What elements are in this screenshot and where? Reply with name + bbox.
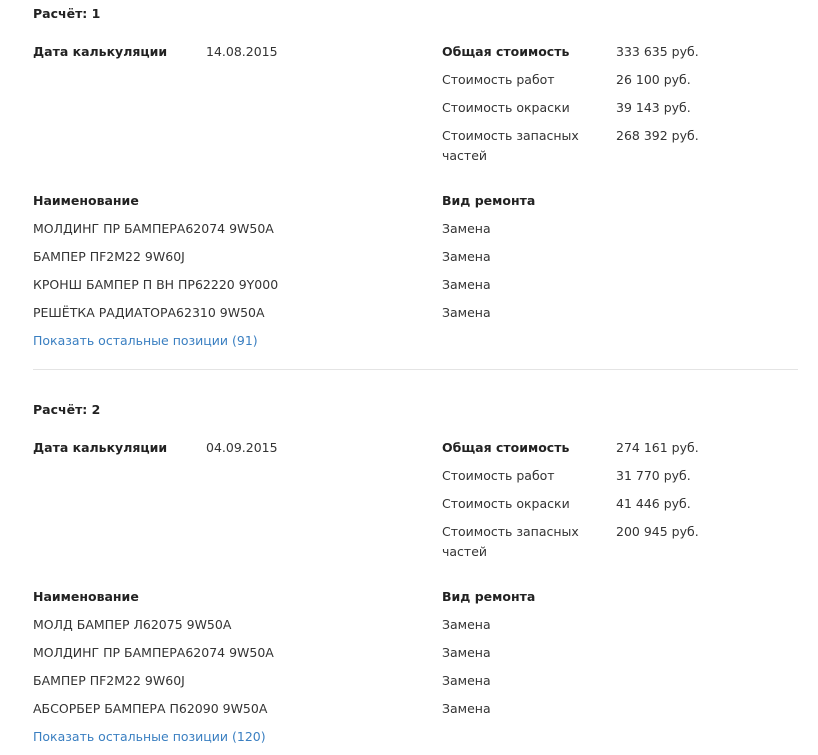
parts-cost-label: Стоимость запасных частей — [442, 524, 579, 559]
name-column-header: Наименование — [33, 193, 139, 208]
paint-cost-label: Стоимость окраски — [442, 100, 570, 115]
repair-column-header: Вид ремонта — [442, 193, 536, 208]
date-value: 04.09.2015 — [206, 440, 278, 455]
table-row-repair: Замена — [442, 277, 491, 292]
table-row-name: БАМПЕР ПF2M22 9W60J — [33, 249, 185, 264]
table-row-repair: Замена — [442, 701, 491, 716]
table-row-repair: Замена — [442, 221, 491, 236]
total-cost-label: Общая стоимость — [442, 440, 570, 455]
table-row-name: МОЛДИНГ ПР БАМПЕРА62074 9W50A — [33, 221, 274, 236]
date-label: Дата калькуляции — [33, 44, 168, 59]
table-row-name: РЕШЁТКА РАДИАТОРА62310 9W50A — [33, 305, 265, 320]
date-label: Дата калькуляции — [33, 440, 168, 455]
table-row-repair: Замена — [442, 617, 491, 632]
table-row-name: КРОНШ БАМПЕР П ВН ПР62220 9Y000 — [33, 277, 279, 292]
parts-cost-label: Стоимость запасных частей — [442, 128, 579, 163]
paint-cost-value: 41 446 руб. — [616, 496, 691, 511]
repair-column-header: Вид ремонта — [442, 589, 536, 604]
labor-cost-value: 26 100 руб. — [616, 72, 691, 87]
table-row-repair: Замена — [442, 305, 491, 320]
total-cost-value: 333 635 руб. — [616, 44, 699, 59]
show-more-positions-link[interactable]: Показать остальные позиции (91) — [33, 333, 258, 348]
show-more-positions-link[interactable]: Показать остальные позиции (120) — [33, 729, 266, 744]
calculation-title: Расчёт: 1 — [33, 6, 101, 21]
parts-cost-value: 268 392 руб. — [616, 128, 699, 143]
table-row-name: МОЛДИНГ ПР БАМПЕРА62074 9W50A — [33, 645, 274, 660]
total-cost-value: 274 161 руб. — [616, 440, 699, 455]
date-value: 14.08.2015 — [206, 44, 278, 59]
paint-cost-value: 39 143 руб. — [616, 100, 691, 115]
table-row-name: АБСОРБЕР БАМПЕРА П62090 9W50A — [33, 701, 268, 716]
total-cost-label: Общая стоимость — [442, 44, 570, 59]
labor-cost-value: 31 770 руб. — [616, 468, 691, 483]
paint-cost-label: Стоимость окраски — [442, 496, 570, 511]
labor-cost-label: Стоимость работ — [442, 468, 555, 483]
labor-cost-label: Стоимость работ — [442, 72, 555, 87]
parts-cost-value: 200 945 руб. — [616, 524, 699, 539]
calculation-title: Расчёт: 2 — [33, 402, 101, 417]
section-divider — [33, 369, 798, 370]
table-row-repair: Замена — [442, 673, 491, 688]
table-row-repair: Замена — [442, 645, 491, 660]
table-row-repair: Замена — [442, 249, 491, 264]
table-row-name: МОЛД БАМПЕР Л62075 9W50A — [33, 617, 232, 632]
table-row-name: БАМПЕР ПF2M22 9W60J — [33, 673, 185, 688]
name-column-header: Наименование — [33, 589, 139, 604]
